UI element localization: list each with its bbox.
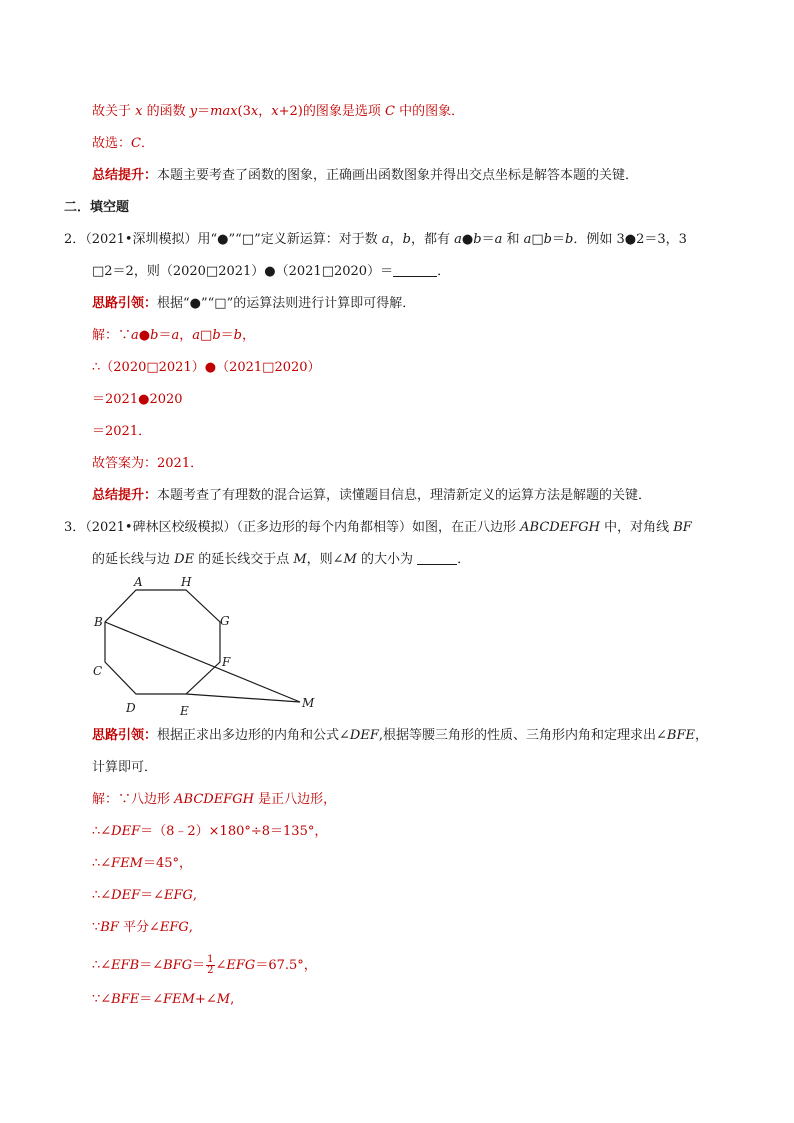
- q3-stem-line1: 3．（2021•碑林区校级模拟）（正多边形的每个内角都相等）如图，在正八边形 ABCDEFGH 中，对角线 BF: [64, 520, 692, 535]
- q2-stem-line1: 2．（2021•深圳模拟）用“●”“□”定义新运算：对于数 a，b，都有 a●b＝a 和 a□b＝b．例如 3●2＝3，3: [64, 232, 687, 247]
- hint-label: 思路引领：: [92, 296, 158, 311]
- q3-solution-1: 解：∵八边形 ABCDEFGH 是正八边形，: [92, 792, 337, 807]
- label-G: G: [220, 614, 230, 628]
- label-H: H: [181, 575, 192, 589]
- summary-label: 总结提升：: [92, 168, 158, 183]
- q3-solution-6: ∴∠EFB＝∠BFG＝ $\frac{1}{2}$ ∠EFG＝67.5°，: [92, 954, 317, 976]
- section-title: 二．填空题: [64, 200, 130, 215]
- line-bm: [105, 622, 300, 702]
- label-E: E: [180, 704, 189, 718]
- label-B: B: [94, 615, 103, 629]
- hint-label: 思路引领：: [92, 728, 158, 743]
- octagon: [105, 590, 220, 694]
- q2-solution-2: ∴（2020□2021）●（2021□2020）: [92, 360, 321, 375]
- prev-conclusion: 故关于 x 的函数 y＝max(3x，x+2)的图象是选项 C 中的图象．: [92, 104, 465, 119]
- q2-solution-1: 解：∵a●b＝a，a□b＝b，: [92, 328, 255, 343]
- answer-blank: [393, 264, 437, 277]
- q3-solution-2: ∴∠DEF＝（8﹣2）×180°÷8＝135°，: [92, 824, 328, 839]
- q2-solution-4: ＝2021．: [92, 424, 152, 439]
- q3-solution-4: ∴∠DEF＝∠EFG,: [92, 888, 198, 903]
- summary-label: 总结提升：: [92, 488, 158, 503]
- q3-solution-3: ∴∠FEM＝45°，: [92, 856, 193, 871]
- answer-blank: [417, 552, 457, 565]
- q2-solution-3: ＝2021●2020: [92, 392, 183, 407]
- q3-hint-line1: 思路引领：根据正求出多边形的内角和公式∠DEF,根据等腰三角形的性质、三角形内角和定理求出∠BFE，: [92, 728, 708, 743]
- label-C: C: [93, 664, 103, 678]
- q3-hint-line2: 计算即可．: [92, 760, 158, 775]
- label-D: D: [126, 701, 136, 715]
- q2-hint: 思路引领：根据“●”“□”的运算法则进行计算即可得解．: [92, 296, 416, 311]
- q2-answer: 故答案为：2021．: [92, 456, 204, 471]
- label-F: F: [222, 655, 231, 669]
- octagon-figure: [88, 574, 320, 720]
- label-M: M: [302, 696, 315, 710]
- q3-solution-7: ∵∠BFE＝∠FEM+∠M,: [92, 992, 235, 1007]
- q2-stem-line2: □2＝2，则（2020□2021）●（2021□2020）＝ ．: [92, 264, 451, 279]
- fraction-one-half: $\frac{1}{2}$: [207, 954, 214, 976]
- q2-summary: 总结提升：本题考查了有理数的混合运算，读懂题目信息，理清新定义的运算方法是解题的关键．: [92, 488, 652, 503]
- label-A: A: [134, 575, 143, 589]
- prev-answer: 故选：C．: [92, 136, 154, 151]
- q3-solution-5: ∵BF 平分∠EFG,: [92, 920, 193, 935]
- prev-summary: 总结提升：本题主要考查了函数的图象，正确画出函数图象并得出交点坐标是解答本题的关键．: [92, 168, 639, 183]
- q3-stem-line2: 的延长线与边 DE 的延长线交于点 M，则∠M 的大小为 ．: [92, 552, 471, 567]
